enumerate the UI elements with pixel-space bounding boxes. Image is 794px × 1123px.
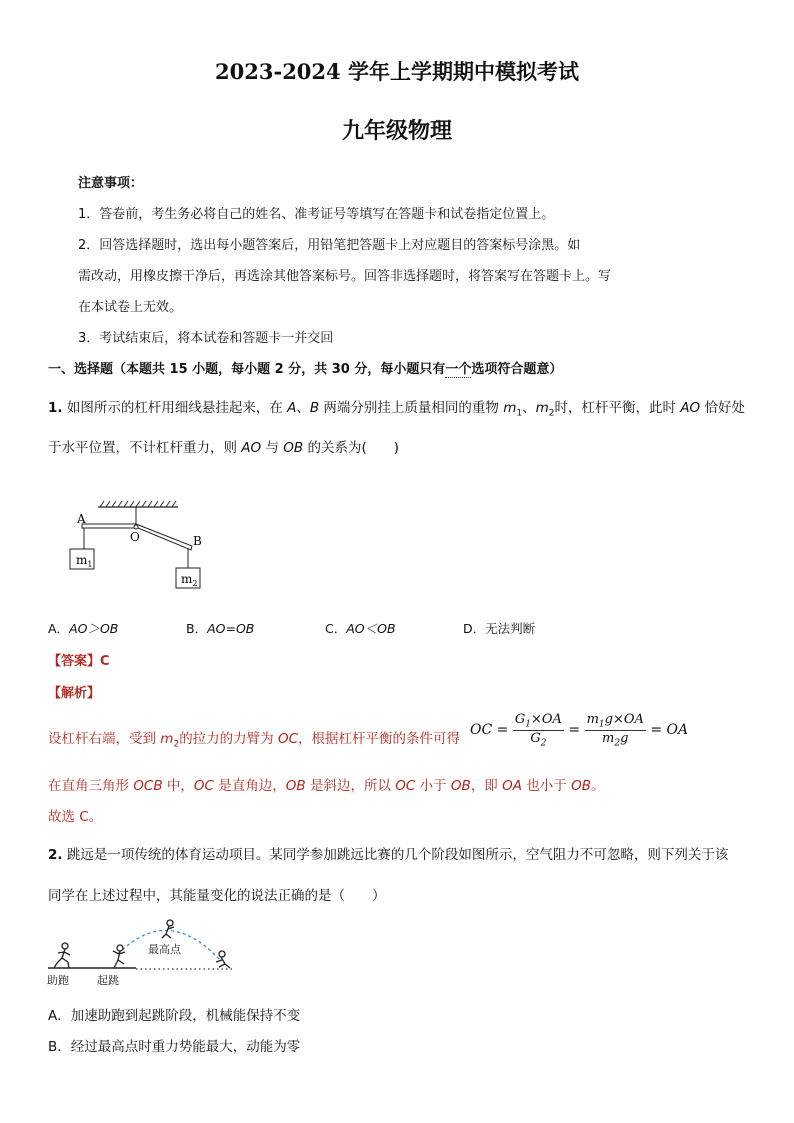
q1-text: 于水平位置，不计杠杆重力，则 xyxy=(48,440,242,456)
label-o: O xyxy=(130,530,140,544)
formula-equals: = xyxy=(492,722,513,739)
q1-analysis-line-2 xyxy=(48,774,604,794)
analysis-oc: OC xyxy=(193,778,214,794)
notes-item-2-line-2: 需改动，用橡皮擦干净后，再选涂其他答案标号。回答非选择题时，将答案写在答题卡上。写 xyxy=(78,269,612,284)
q1-stem-line-2 xyxy=(48,436,399,456)
q1-text: 的关系为( ) xyxy=(303,440,399,456)
q2-number: 2. xyxy=(48,847,63,863)
section-heading-part-1: 一、选择题（本题共 15 小题，每小题 2 分，共 30 分，每小题只有 xyxy=(48,362,446,377)
q2-option-a[interactable]: A．加速助跑到起跳阶段，机械能保持不变 xyxy=(48,1008,301,1024)
exam-subject: 九年级物理 xyxy=(341,118,452,144)
q2-stem-line-2: 同学在上述过程中，其能量变化的说法正确的是（ ） xyxy=(48,888,386,904)
analysis-oc: OC xyxy=(395,778,416,794)
formula-fraction-2: $\frac{m_1g\times OA}{m_2g}$ xyxy=(586,712,644,749)
mass-label-2: $m_2$ xyxy=(181,572,198,588)
notes-item-3: 3．考试结束后，将本试卷和答题卡一并交回 xyxy=(78,331,334,346)
formula-equals: = xyxy=(645,722,667,739)
analysis-text: 设杠杆右端，受到 xyxy=(48,731,161,747)
q1-point-a: A xyxy=(287,400,297,416)
q2-option-b[interactable]: B．经过最高点时重力势能最大，动能为零 xyxy=(48,1039,301,1055)
analysis-text: 是斜边，所以 xyxy=(305,778,396,794)
section-heading xyxy=(48,358,562,377)
q2-text: 跳远是一项传统的体育运动项目。某同学参加跳远比赛的几个阶段如图所示，空气阻力不可忽略，则下列关于该 xyxy=(66,847,729,863)
q1-option-c[interactable] xyxy=(325,619,396,637)
option-value: AO=OB xyxy=(207,621,255,636)
ceiling-hatching xyxy=(100,501,176,507)
notes-item-1: 1．答卷前，考生务必将自己的姓名、准考证号等填写在答题卡和试卷指定位置上。 xyxy=(78,207,555,222)
analysis-text: ，根据杠杆平衡的条件可得 xyxy=(298,731,461,747)
q1-text: 恰好处 xyxy=(700,400,745,416)
q1-point-b: B xyxy=(309,400,320,416)
analysis-text: 中， xyxy=(162,778,194,794)
q1-conclusion: 故选 C。 xyxy=(48,809,103,825)
q1-option-b[interactable] xyxy=(186,619,254,637)
q1-text: 时，杠杆平衡，此时 xyxy=(554,400,681,416)
q1-number: 1. xyxy=(48,400,63,416)
analysis-text: ，即 xyxy=(470,778,503,794)
label-run-up: 助跑 xyxy=(47,974,69,987)
formula-fraction-1: $\frac{G_1\times OA}{G_2}$ xyxy=(514,712,562,749)
option-key: C． xyxy=(325,621,347,636)
option-value: AO＜OB xyxy=(346,621,396,636)
long-jump-diagram xyxy=(44,916,244,990)
q1-ao: AO xyxy=(241,440,262,456)
formula-lhs: OC xyxy=(470,722,493,739)
analysis-ob: OB xyxy=(571,778,591,794)
analysis-ocb: OCB xyxy=(133,778,163,794)
option-value: 无法判断 xyxy=(485,621,536,636)
label-b: B xyxy=(193,534,202,548)
analysis-text: 小于 xyxy=(415,778,451,794)
takeoff-icon xyxy=(113,945,125,968)
q1-option-a[interactable] xyxy=(48,619,118,637)
lever-balance-formula xyxy=(470,712,688,748)
q1-ob: OB xyxy=(283,440,304,456)
notes-heading: 注意事项： xyxy=(78,176,144,191)
q1-text: 与 xyxy=(261,440,284,456)
q1-stem-line-1 xyxy=(48,396,745,419)
analysis-oa: OA xyxy=(502,778,522,794)
lever-diagram xyxy=(60,496,230,596)
label-takeoff: 起跳 xyxy=(97,974,119,987)
option-value: AO＞OB xyxy=(69,621,119,636)
label-a: A xyxy=(77,512,86,526)
highest-point-icon xyxy=(162,920,174,938)
q1-mass-1: m xyxy=(503,400,517,416)
section-heading-part-2: 选项符合题意） xyxy=(471,362,563,377)
q1-mass-1-sub: 1 xyxy=(516,408,523,419)
analysis-text: 在直角三角形 xyxy=(48,778,134,794)
analysis-oc: OC xyxy=(277,731,299,747)
q1-analysis-line-1 xyxy=(48,727,460,750)
runner-icon xyxy=(54,943,70,968)
analysis-text: 也小于 xyxy=(521,778,572,794)
pivot-point xyxy=(134,525,138,529)
q1-option-d[interactable] xyxy=(463,619,535,637)
analysis-text: 的拉力的力臂为 xyxy=(179,731,278,747)
q1-text: 如图所示的杠杆用细线悬挂起来，在 xyxy=(66,400,288,416)
formula-rhs: OA xyxy=(666,722,689,739)
exam-title: 2023-2024 学年上学期期中模拟考试 xyxy=(215,59,579,84)
analysis-text: 。 xyxy=(590,778,605,794)
option-key: D． xyxy=(463,621,486,636)
option-key: A． xyxy=(48,621,70,636)
analysis-ob: OB xyxy=(450,778,471,794)
q2-stem-line-1 xyxy=(48,843,728,863)
notes-item-2-line-1: 2．回答选择题时，选出每小题答案后，用铅笔把答题卡上对应题目的答案标号涂黑。如 xyxy=(78,238,581,253)
analysis-mass-sub: 2 xyxy=(173,739,180,750)
mass-label-1: $m_1$ xyxy=(76,553,93,569)
q1-mass-2: m xyxy=(535,400,549,416)
analysis-text: 是直角边， xyxy=(213,778,286,794)
label-highest-point: 最高点 xyxy=(148,943,181,956)
notes-item-2-line-3: 在本试卷上无效。 xyxy=(78,300,183,315)
q1-ao: AO xyxy=(680,400,701,416)
q1-text: 、 xyxy=(522,400,536,416)
formula-equals: = xyxy=(563,722,585,739)
q1-text: 两端分别挂上质量相同的重物 xyxy=(319,400,504,416)
landing-icon xyxy=(216,951,230,968)
q1-analysis-label: 【解析】 xyxy=(48,686,101,701)
lever-arm-ao xyxy=(82,524,136,528)
q1-mass-2-sub: 2 xyxy=(548,408,555,419)
q1-text: 、 xyxy=(296,400,310,416)
lever-arm-ob xyxy=(136,524,192,550)
section-heading-emphasis: 一个 xyxy=(445,362,472,377)
analysis-ob: OB xyxy=(285,778,306,794)
q1-answer: 【答案】C xyxy=(48,654,110,669)
option-key: B． xyxy=(186,621,208,636)
analysis-mass: m xyxy=(160,731,174,747)
